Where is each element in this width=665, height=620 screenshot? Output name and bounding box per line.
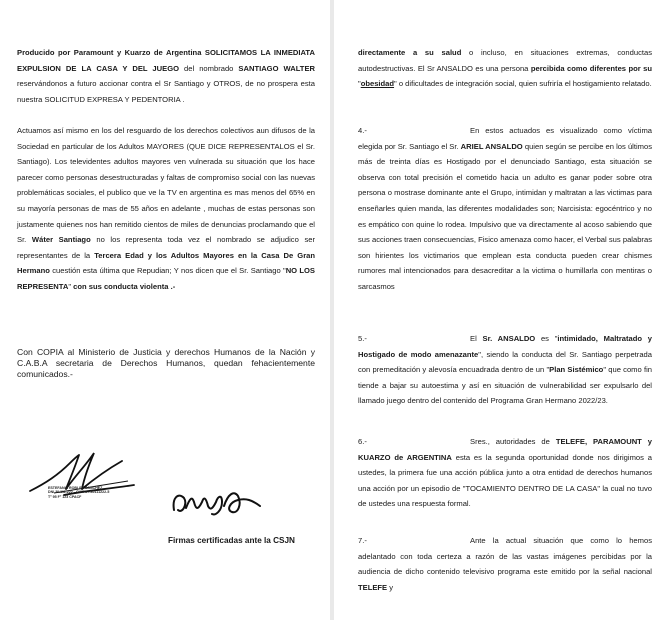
obesidad: obesidad: [360, 79, 395, 89]
telefe: TELEFE: [358, 582, 388, 592]
conducta-violenta: con sus conducta violenta .-: [73, 281, 176, 291]
text: El: [470, 334, 483, 343]
signature-two: [168, 480, 268, 526]
text: " o dificultades de integración social, quien sufriría el hostigamiento relatado.: [394, 79, 652, 89]
plan-sistemico: Plan Sistémico: [549, 365, 604, 375]
text: Actuamos así mismo en los del resguardo de los derechos colectivos aun difusos de la Sociedad en particular de los Adultos MAYORES (QUE DICE REPRESENTALOS el Sr. Santiago). Los televidentes adultos mayores ven vulnerada su situación que los hace parecer como personas desestructuradas y faltas de compromiso social con las nuevas problemáticas sociales, el publico que ve la TV en argentina es mas menos del 65% en su mayoría personas de mas de 55 años en adelante , muchas de estas personas son justamente quienes nos han remitido cientos de miles de denuncias proclamando que el Sr.: [17, 126, 315, 245]
text: o incluso, en situaciones extremas, conductas autodestructivas. El Sr ANSALDO es una persona: [358, 48, 652, 73]
health-phrase: directamente a su salud: [358, 48, 462, 57]
right-page: [334, 0, 665, 620]
no-los-representa: NO LOS REPRESENTA: [17, 266, 315, 291]
stamp-line: T° 95 F° 123 CPACF: [48, 494, 82, 499]
text: esta es la segunda oportunidad donde nos dirigimos a ustedes, la primera fue una acción pública junto a otra entidad de derechos humanos una acción por un episodio de "TOCAMIENTO DENTRO DE LA CASA" la cual no tuvo de ustedes una respuesta formal.: [358, 452, 652, 509]
text: y: [387, 582, 394, 592]
left-paragraph-expulsion: [17, 45, 315, 107]
text: Sres., autoridades de: [470, 437, 556, 446]
stamp-line: DNI 30.111.222 - CUIT 27-30111222-5: [48, 490, 110, 495]
tercera-edad: Tercera Edad y los Adultos Mayores en la Casa De Gran Hermano: [17, 250, 316, 276]
text: En estos actuados es visualizado como víctima elegida por Sr. Santiago el Sr.: [358, 126, 652, 151]
right-paragraph-6: [358, 434, 652, 512]
text: ", siendo la conducta del Sr. Santiago perpetrada con premeditación y alevosía encuadrada dentro de un ": [358, 349, 652, 375]
paragraph-number-5: 5.-: [358, 334, 367, 343]
name-ariel-ansaldo: ARIEL ANSALDO: [460, 141, 523, 151]
perceived-different: percibida como diferentes por su: [530, 63, 653, 73]
right-paragraph-4: [358, 123, 652, 295]
name-water-santiago: Wáter Santiago: [31, 235, 91, 245]
text: no los representa toda vez el nombrado se adjudico ser representantes de la: [17, 235, 315, 260]
paragraph-number-4: 4.-: [358, 126, 367, 135]
text: es ": [535, 334, 558, 343]
right-paragraph-5: [358, 331, 652, 409]
paragraph-number-6: 6.-: [358, 437, 367, 446]
name-santiago: SANTIAGO WALTER: [238, 63, 315, 73]
intimidado-phrase: intimidado, Maltratado y Hostigado de modo amenazante: [358, 334, 652, 359]
right-paragraph-obesity: [358, 45, 652, 92]
expulsion-request: Producido por Paramount y Kuarzo de Argentina SOLICITAMOS LA INMEDIATA EXPULSION DE LA CASA Y DEL JUEGO: [17, 48, 315, 73]
text: reservándonos a futuro accionar contra el Sr Santiago y OTROS, de no prospera esta nuestra SOLICITUD EXPRESA Y PEDENTORIA .: [17, 79, 315, 104]
signature-stamp: [48, 486, 138, 499]
paragraph-number-7: 7.-: [358, 536, 367, 545]
text: " que como fin tiende a bajar su autoestima y así en situación de vulnerabilidad ser expulsarlo del llamado juego dentro del contenido del Programa Gran Hermano 2022/23.: [358, 365, 652, 406]
text: cuestión esta última que Repudian; Y nos dicen que el Sr. Santiago ": [49, 266, 286, 276]
text: ": [358, 79, 361, 89]
text: Ante la actual situación que como lo hemos adelantado con toda certeza a razón de las vastas imágenes percibidas por la audiencia de dicho contenido televisivo programa este emitido por la señal nacional: [358, 536, 652, 577]
right-paragraph-7: [358, 533, 652, 595]
company-names: TELEFE, PARAMOUNT y KUARZO de ARGENTINA: [358, 437, 652, 462]
text: quien según se percibe en los últimos más de treinta días es Hostigado por el denunciado Santiago, esta situación se observa con total precisión el cometido hacia un adulto es ganar poder sobre otra persona o mostrase dominante ante el Grupo, intimidan y maltratan a las victimas para enseñarles quien manda, las diferentes modalidades son; Narcisista: egocéntrico y no es empático con quine lo rodea. Impulsivo que va directamente al acoso sabiendo que sus acciones traen consecuencias, Fisico amenaza como hacer, el Verbal sus palabras son hirientes los victimarios que emplean esta conducta pueden crear chismes rumores mal intencionados para desacreditar a la victima o humillarla con mentiras o sarcasmos: [358, 141, 652, 291]
certified-signatures: Firmas certificadas ante la CSJN: [168, 536, 295, 545]
text: del nombrado: [179, 63, 239, 73]
left-page: [0, 0, 330, 620]
stamp-line: ESTEFANIA ROBLES SANCHEZ: [48, 486, 103, 490]
signature-one: [24, 445, 154, 515]
left-paragraph-copy-ministry: Con COPIA al Ministerio de Justicia y derechos Humanos de la Nación y C.A.B.A secretaria de Derechos Humanos, quedan fehacientemente comunicados.-: [17, 347, 315, 380]
text: ": [68, 281, 74, 291]
name-sr-ansaldo: Sr. ANSALDO: [482, 334, 536, 343]
left-paragraph-collective-rights: [17, 123, 315, 295]
